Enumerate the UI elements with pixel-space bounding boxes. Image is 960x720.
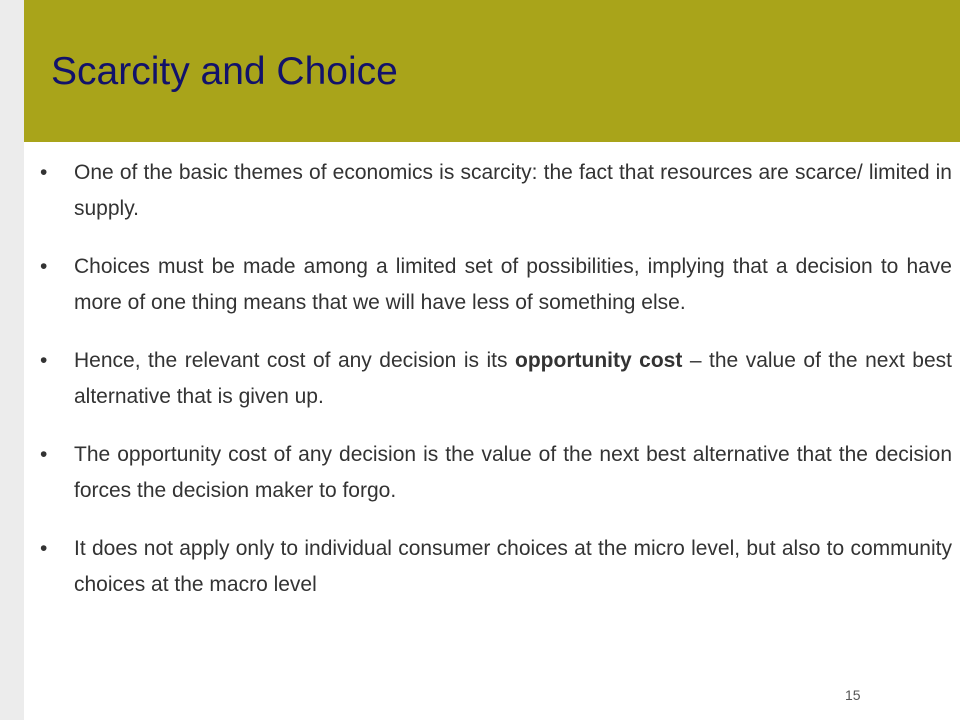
bullet-text-emphasis: opportunity cost — [515, 349, 683, 372]
bullet-item-choices — [40, 249, 952, 321]
bullet-marker-icon: • — [40, 161, 48, 184]
bullet-text-tail: – the value of the next best alternative that is given up. — [74, 349, 952, 408]
bullet-marker-icon: • — [40, 255, 48, 278]
bullet-list — [40, 155, 952, 625]
bullet-marker-icon: • — [40, 537, 48, 560]
bullet-text-lead: Hence, the relevant cost of any decision is its — [74, 349, 516, 372]
bullet-item-micro-macro — [40, 531, 952, 603]
bullet-marker-icon: • — [40, 349, 48, 372]
bullet-item-opportunity-cost — [40, 437, 952, 509]
bullet-marker-icon: • — [40, 443, 48, 466]
bullet-text: It does not apply only to individual consumer choices at the micro level, but also to community choices at the macro level — [74, 537, 952, 596]
page-number: 15 — [845, 687, 861, 703]
bullet-text: The opportunity cost of any decision is the value of the next best alternative that the decision forces the decision maker to forgo. — [74, 443, 952, 502]
slide-title: Scarcity and Choice — [51, 50, 398, 93]
bullet-item-relevant-cost — [40, 343, 952, 415]
bullet-text: One of the basic themes of economics is scarcity: the fact that resources are scarce/ limited in supply. — [74, 161, 952, 220]
left-margin-bar — [0, 0, 24, 720]
bullet-text: Choices must be made among a limited set of possibilities, implying that a decision to have more of one thing means that we will have less of something else. — [74, 255, 952, 314]
bullet-item-scarcity — [40, 155, 952, 227]
